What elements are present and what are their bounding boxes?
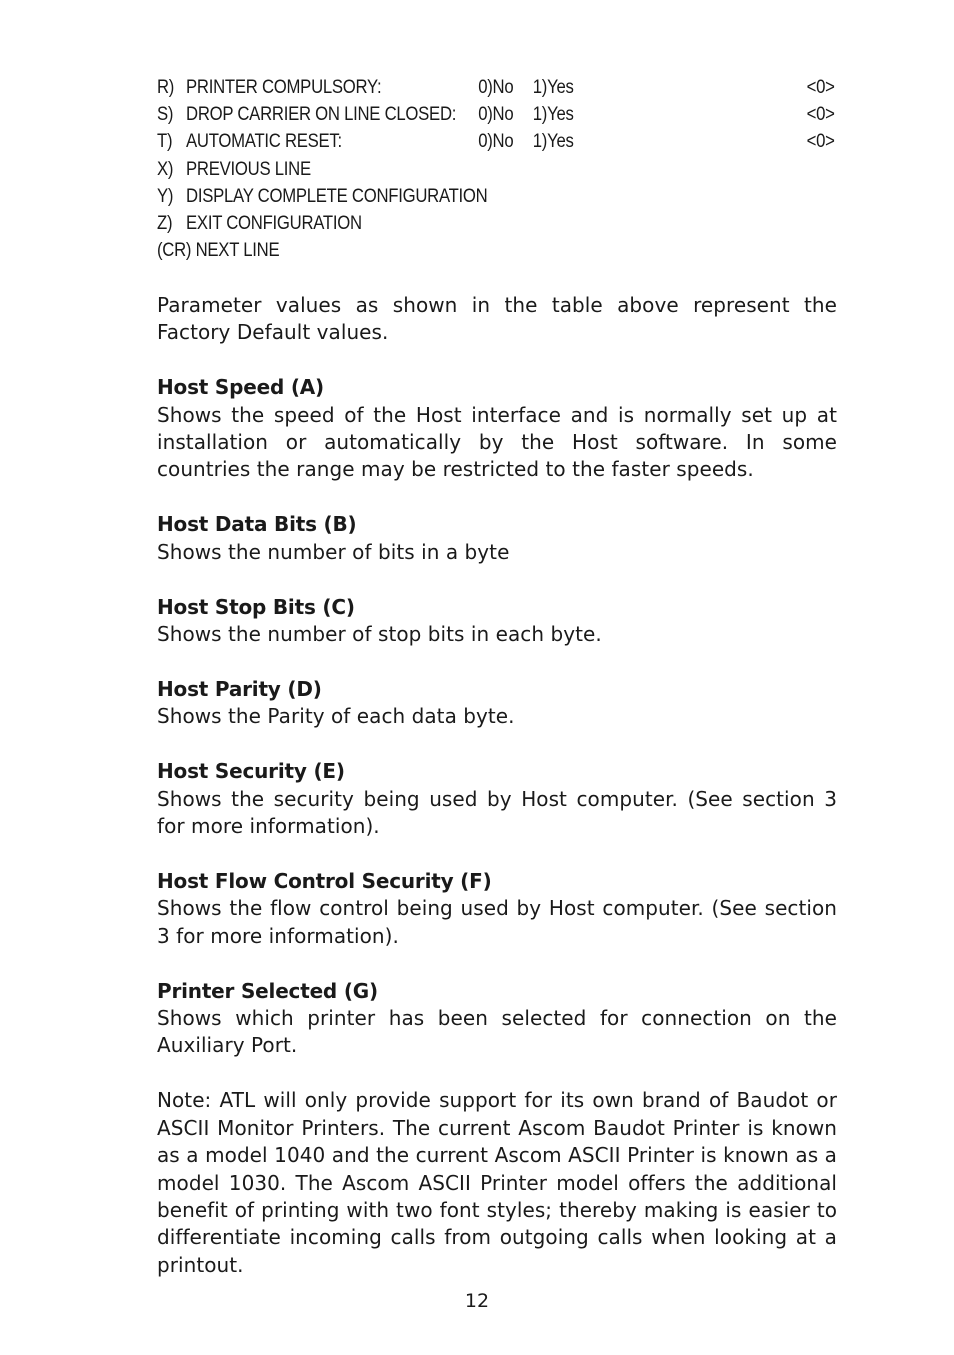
menu-option-yes: 1)Yes [532,131,574,153]
menu-row-x [157,156,837,183]
menu-option-no: 0)No [478,77,514,98]
menu-label: DISPLAY COMPLETE CONFIGURATION [186,185,488,207]
menu-key: X) [157,158,174,180]
menu-option-no: 0)No [478,104,514,126]
section-text-host-security: Shows the security being used by Host computer. (See section 3 for more information). [157,786,837,838]
section-text-printer-selected: Shows which printer has been selected for connection on the Auxiliary Port. [157,1006,837,1058]
section-text-host-data-bits: Shows the number of bits in a byte [157,539,510,564]
menu-row-cr [157,237,837,264]
section-text-host-parity: Shows the Parity of each data byte. [157,704,515,729]
menu-key: T) [157,131,173,153]
menu-key: Z) [157,212,173,234]
section-text-host-speed: Shows the speed of the Host interface and is normally set up at installation or automatically by the Host software. In some countries the range may be restricted to the faster speeds. [157,402,837,482]
menu-key: S) [157,104,174,126]
section-heading-host-flow-control: Host Flow Control Security (F) [157,868,492,893]
menu-row-r [157,74,837,101]
menu-key: (CR) NEXT LINE [157,240,280,262]
section-heading-host-parity: Host Parity (D) [157,676,322,701]
section-heading-host-security: Host Security (E) [157,759,345,784]
menu-key: R) [157,77,175,98]
menu-default-value: <0> [806,131,835,153]
menu-default-value: <0> [806,104,835,126]
configuration-menu [157,74,837,264]
menu-label: AUTOMATIC RESET: [186,131,342,153]
section-heading-printer-selected: Printer Selected (G) [157,978,378,1003]
menu-row-y [157,183,837,210]
document-page [157,74,837,1279]
section-heading-host-speed: Host Speed (A) [157,375,324,400]
menu-label: EXIT CONFIGURATION [186,212,362,234]
menu-option-yes: 1)Yes [532,77,574,98]
menu-row-z [157,210,837,237]
menu-option-yes: 1)Yes [532,104,574,126]
note-paragraph: Note: ATL will only provide support for its own brand of Baudot or ASCII Monitor Printers. The current Ascom Baudot Printer is known as a model 1040 and the current Ascom ASCII Printer is known as a model 1030. The Ascom ASCII Printer model offers the additional benefit of printing with two font styles; thereby making is easier to differentiate incoming calls from outgoing calls when looking at a printout. [157,1088,837,1277]
menu-key: Y) [157,185,174,207]
section-text-host-flow-control: Shows the flow control being used by Host computer. (See section 3 for more information). [157,896,837,948]
page-number: 12 [464,1290,490,1312]
menu-label: DROP CARRIER ON LINE CLOSED: [186,104,457,126]
menu-default-value: <0> [806,77,835,98]
menu-row-s [157,101,837,128]
menu-option-no: 0)No [478,131,514,153]
menu-row-t [157,128,837,155]
section-text-host-stop-bits: Shows the number of stop bits in each byte. [157,621,602,646]
section-heading-host-data-bits: Host Data Bits (B) [157,512,357,537]
menu-label: PRINTER COMPULSORY: [186,77,382,98]
intro-paragraph: Parameter values as shown in the table above represent the Factory Default values. [157,292,837,345]
section-heading-host-stop-bits: Host Stop Bits (C) [157,594,355,619]
menu-label: PREVIOUS LINE [186,158,311,180]
